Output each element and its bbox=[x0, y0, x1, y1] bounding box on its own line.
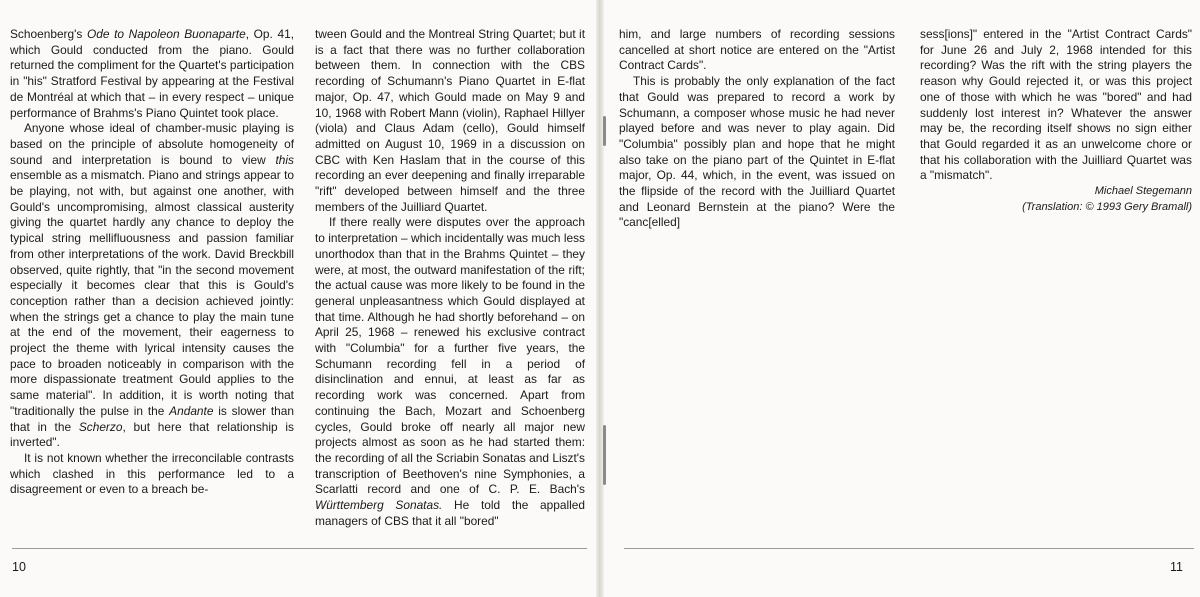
paragraph: Anyone whose ideal of chamber-music playing is based on the principle of absolute homogeneity of sound and interpretation is bound to view this ensemble as a mismatch. Piano and strings appear to be playing, not with, but against one another, with Gould's uncompromising, almost classical austerity giving the quartet hardly any chance to deploy the typical string mellifluousness and passion familiar from other interpretations of the work. David Breckbill observed, quite rightly, that "in the second movement especially it becomes clear that this is Gould's conception rather than a decision achieved jointly: when the strings get a chance to play the main tune at the end of the movement, their eagerness to project the theme with lyrical intensity causes the pace to broaden noticeably in comparison with the more dispassionate treatment Gould applies to the same material". In addition, it is worth noting that "traditionally the pulse in the Andante is slower than that in the Scherzo, but here that relationship is inverted". bbox=[10, 121, 294, 450]
paragraph: him, and large numbers of recording sessions cancelled at short notice are entered on the "Artist Contract Cards". bbox=[619, 27, 895, 73]
paragraph: Schoenberg's Ode to Napoleon Buonaparte, Op. 41, which Gould conducted from the piano. Gould returned the compliment for the Quartet's participation in "his" Stratford Festival by appearing at the Festival de Montréal at which that – in every respect – unique performance of Brahms's Piano Quintet took place. bbox=[10, 27, 295, 120]
right-column-2 bbox=[920, 27, 1192, 216]
paragraph: This is probably the only explanation of the fact that Gould was prepared to record a work by Schumann, a composer whose music he had never played before and was never to play again. Did "Columbia" possibly plan and hope that he might also take on the piano part of the Quintet in E-flat major, Op. 44, which, in the event, was issued on the flipside of the record with the Juilliard Quartet and Leonard Bernstein at the piano? Were the "canc[elled] bbox=[619, 74, 895, 230]
paragraph: If there really were disputes over the approach to interpretation – which incidentally was much less unorthodox than that in the Brahms Quintet – they were, at most, the outward manifestation of the rift; the actual cause was more likely to be found in the general unpleasantness which Gould displayed at that time. Although he had shortly beforehand – on April 25, 1968 – renewed his exclusive contract with "Columbia" for a further five years, the Schumann recording fell in a period of disinclination and ennui, at least as far as recording work was concerned. Apart from continuing the Bach, Mozart and Schoenberg cycles, Gould broke off nearly all major new projects almost as soon as he had started them: the recording of all the Scriabin Sonatas and Liszt's transcription of Beethoven's nine Symphonies, a Scarlatti record and one of C. P. E. Bach's Württemberg Sonatas. He told the appalled managers of CBS that it all "bored" bbox=[315, 215, 585, 528]
left-column-2 bbox=[315, 27, 585, 530]
paragraph: tween Gould and the Montreal String Quartet; but it is a fact that there was no further collaboration between them. In connection with the CBS recording of Schumann's Piano Quartet in E-flat major, Op. 47, which Gould made on May 9 and 10, 1968 with Robert Mann (violin), Raphael Hillyer (viola) and Claus Adam (cello), Gould himself admitted on August 10, 1969 in a discussion on CBC with Ken Haslam that in the course of this recording an ever deepening and finally irreparable "rift" developed between himself and the three members of the Juilliard Quartet. bbox=[315, 27, 585, 214]
footer-rule-right bbox=[624, 548, 1194, 549]
footer-rule-left bbox=[12, 548, 587, 549]
staple-bottom bbox=[603, 425, 606, 485]
left-column-1 bbox=[10, 27, 294, 498]
translation-credit: (Translation: © 1993 Gery Bramall) bbox=[1022, 200, 1192, 213]
paragraph: It is not known whether the irreconcilable contrasts which clashed in this performance led to a disagreement or even to a breach be- bbox=[10, 450, 294, 497]
author-signature: Michael Stegemann bbox=[1094, 185, 1192, 198]
right-column-1 bbox=[619, 27, 895, 231]
paragraph: sess[ions]" entered in the "Artist Contract Cards" for June 26 and July 2, 1968 intended for this recording? Was the rift with the string players the reason why Gould rejected it, or was this project one of those with which he was "bored" and had suddenly lost interest in? Whatever the answer may be, the recording itself shows no sign either that Gould regarded it as an unwelcome chore or that his collaboration with the Juilliard Quartet was a "mismatch". bbox=[920, 27, 1192, 183]
page-number-left: 10 bbox=[12, 560, 26, 574]
staple-top bbox=[603, 116, 606, 146]
page-number-right: 11 bbox=[1170, 560, 1183, 574]
booklet-spine bbox=[596, 0, 604, 597]
